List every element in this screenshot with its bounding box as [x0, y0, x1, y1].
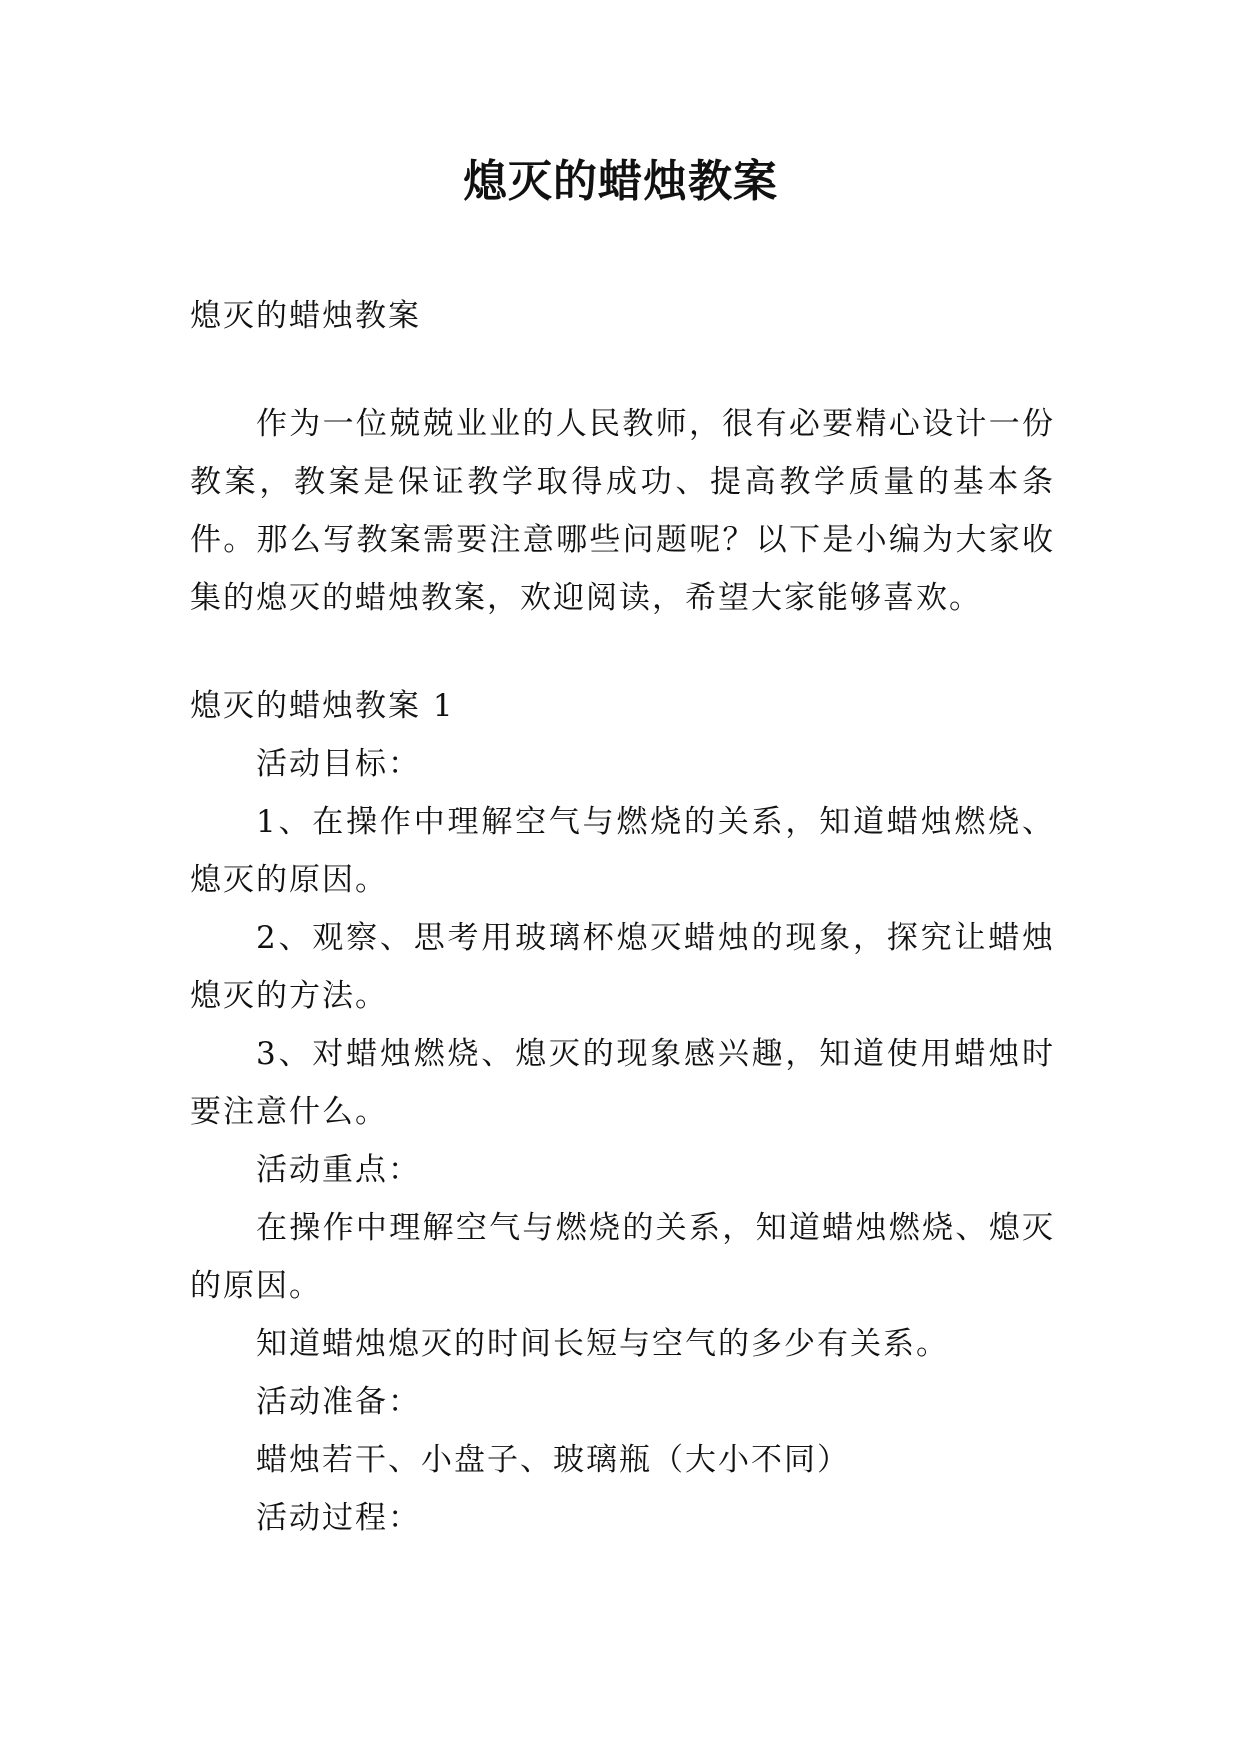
intro-paragraph: 作为一位兢兢业业的人民教师，很有必要精心设计一份教案，教案是保证教学取得成功、提高教学质量的基本条件。那么写教案需要注意哪些问题呢？以下是小编为大家收集的熄灭的蜡烛教案，欢迎阅读，希望大家能够喜欢。: [190, 406, 1055, 616]
heading-activity-preparation: 活动准备：: [256, 1384, 421, 1420]
goal-item-3: 3、对蜡烛燃烧、熄灭的现象感兴趣，知道使用蜡烛时要注意什么。: [190, 1036, 1055, 1130]
goal-item-1: 1、在操作中理解空气与燃烧的关系，知道蜡烛燃烧、熄灭的原因。: [190, 804, 1055, 898]
heading-activity-goals: 活动目标：: [256, 746, 421, 782]
focus-item-2: 知道蜡烛熄灭的时间长短与空气的多少有关系。: [256, 1326, 949, 1362]
heading-activity-focus: 活动重点：: [256, 1152, 421, 1188]
goal-item-2: 2、观察、思考用玻璃杯熄灭蜡烛的现象，探究让蜡烛熄灭的方法。: [190, 920, 1055, 1014]
document-subtitle: 熄灭的蜡烛教案: [190, 298, 421, 334]
section-title: 熄灭的蜡烛教案 1: [190, 688, 455, 724]
document-body: [190, 287, 1055, 1547]
heading-activity-process: 活动过程：: [256, 1500, 421, 1536]
focus-item-1: 在操作中理解空气与燃烧的关系，知道蜡烛燃烧、熄灭的原因。: [190, 1210, 1055, 1304]
document-title: 熄灭的蜡烛教案: [463, 156, 778, 207]
preparation-item: 蜡烛若干、小盘子、玻璃瓶（大小不同）: [256, 1442, 850, 1478]
